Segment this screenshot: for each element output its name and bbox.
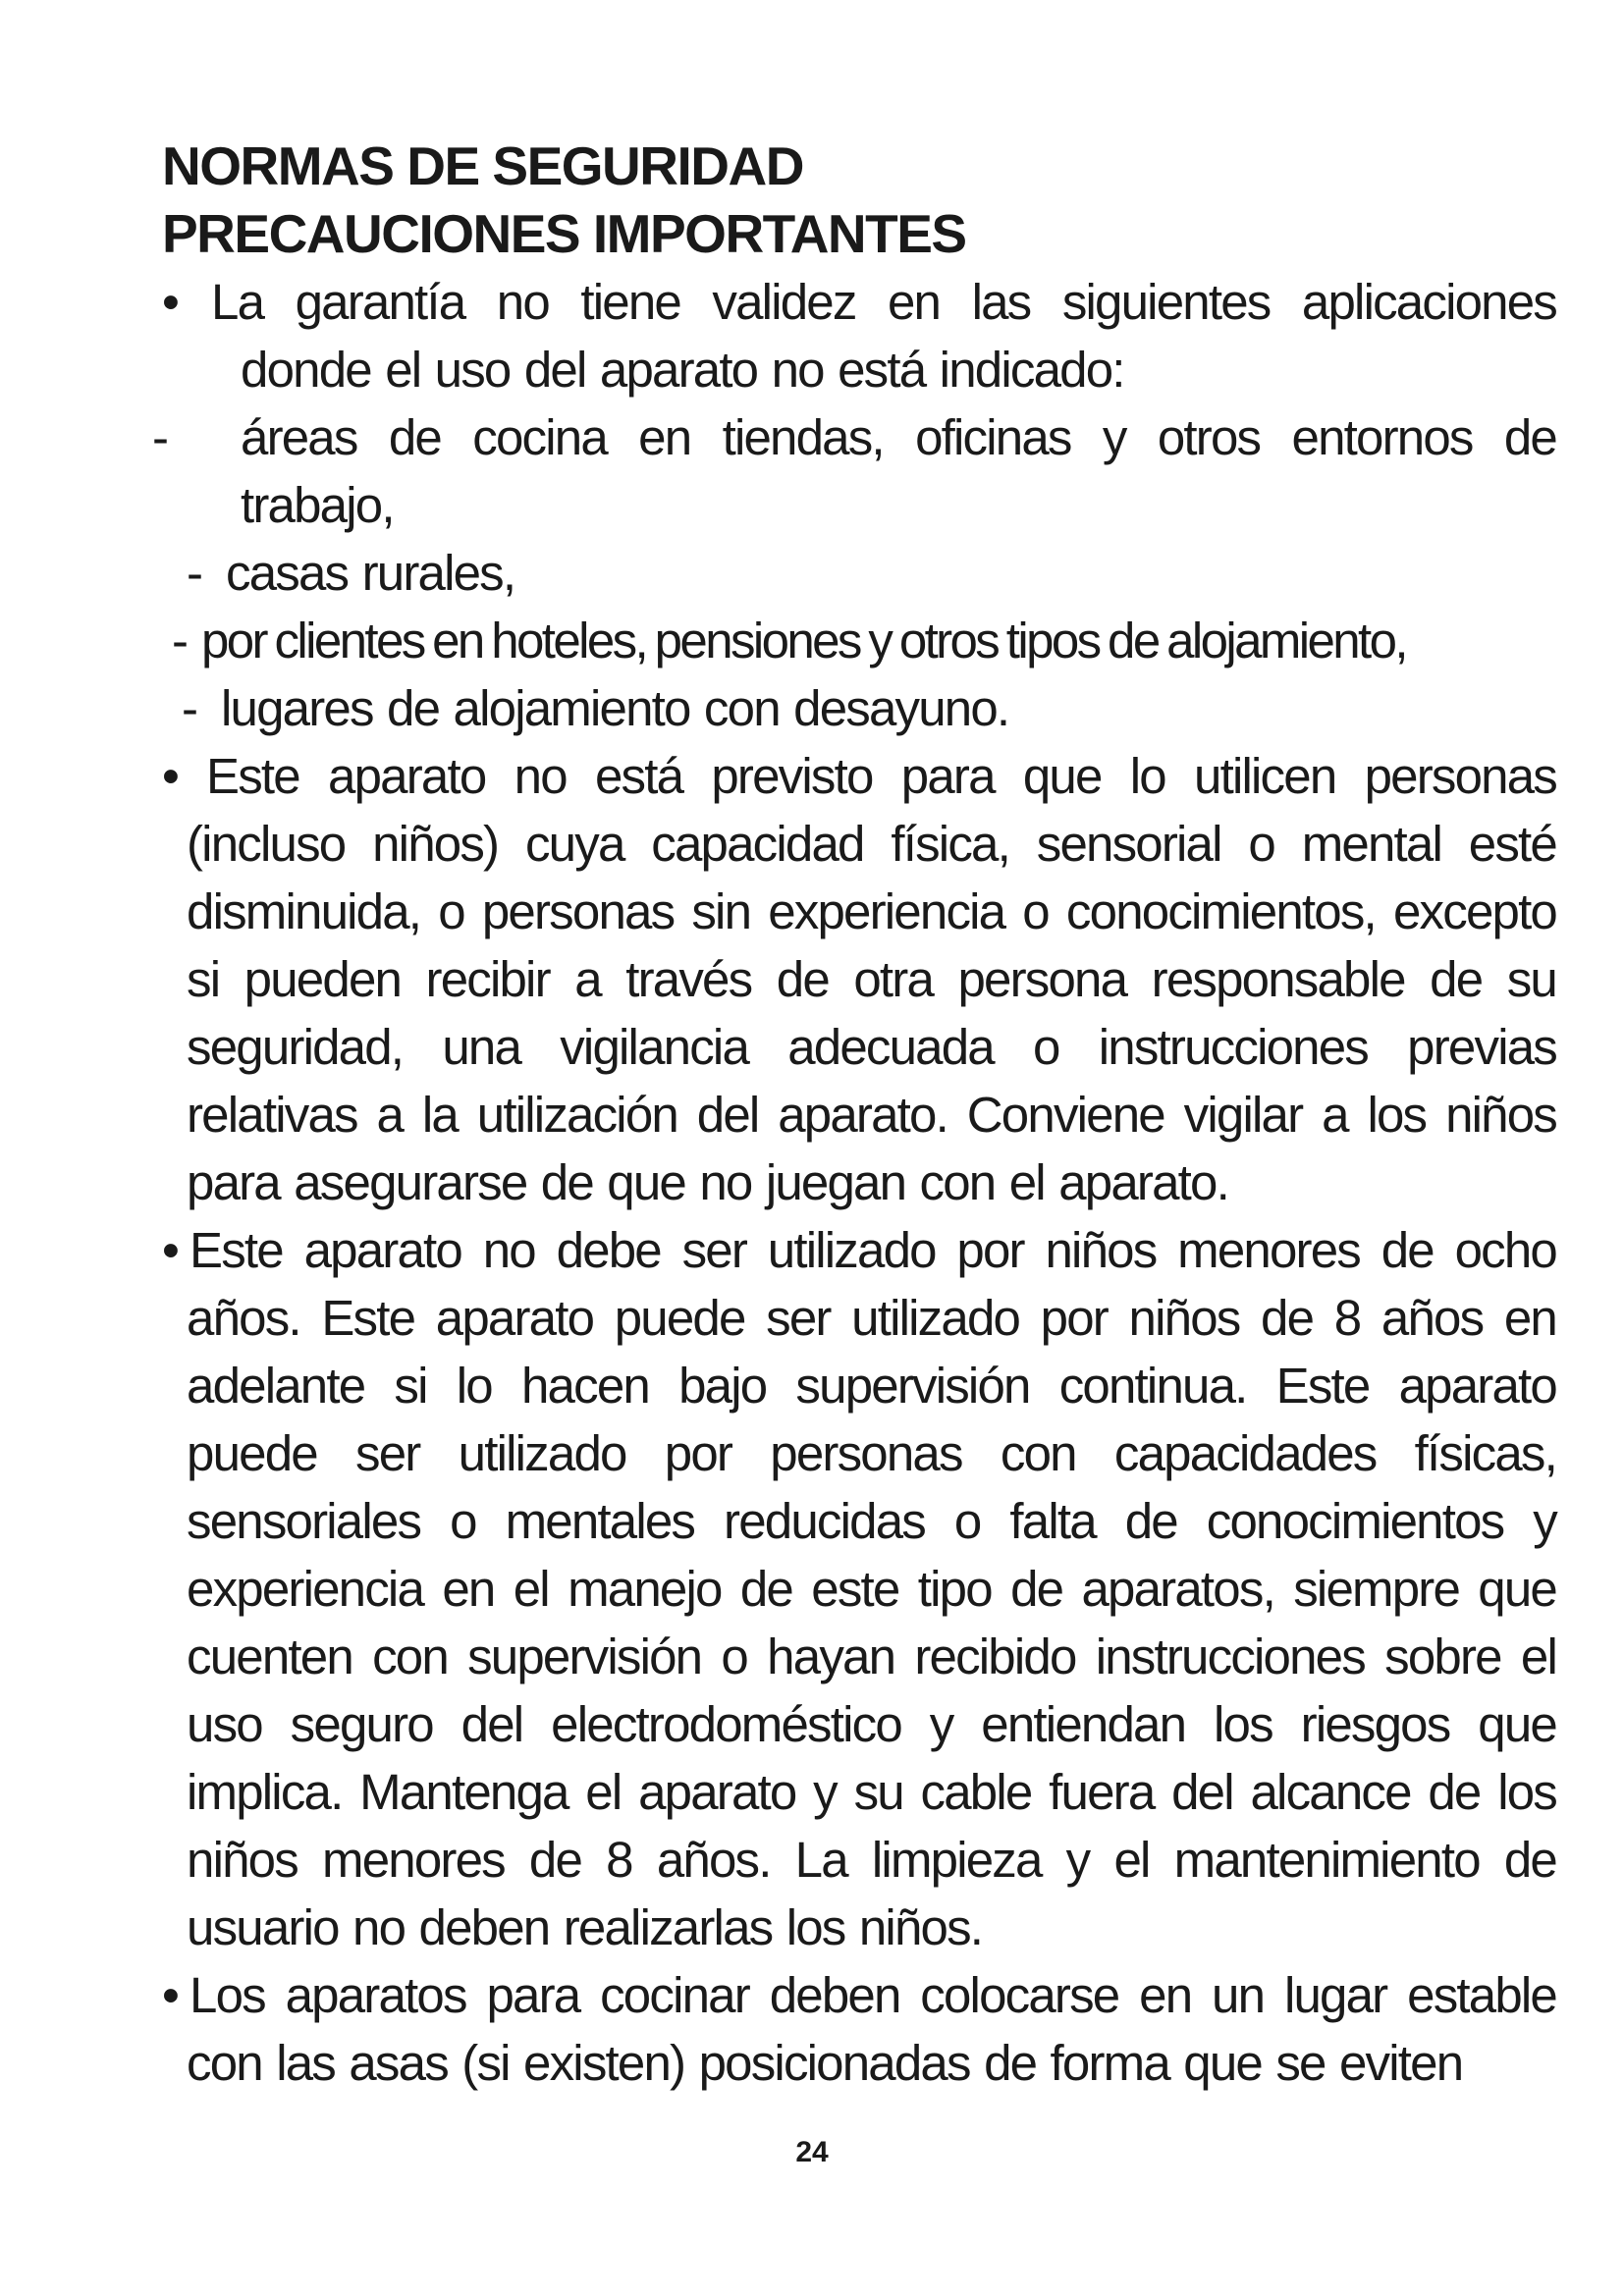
page-number: 24 [795, 2136, 829, 2168]
list-item-text: La garantía no tiene validez en las siguientes aplicaciones donde el uso del aparato no está indicado: [211, 274, 1556, 398]
sub-list-item-text: casas rurales, [226, 545, 515, 601]
section-subtitle: PRECAUCIONES IMPORTANTES [162, 203, 966, 264]
sub-list-item [187, 539, 1556, 607]
list-item-text: Los aparatos para cocinar deben colocarse en un lugar estable con las asas (si existen) posicionadas de forma que se eviten [187, 1967, 1556, 2091]
sub-list-item-text: por clientes en hoteles, pensiones y otros tipos de alojamiento, [201, 613, 1406, 668]
list-item-text: Este aparato no está previsto para que lo utilicen personas (incluso niños) cuya capacidad física, sensorial o mental esté disminuida, o personas sin experiencia o conocimientos, excepto si pueden recibir a través de otra persona responsable de su seguridad, una vigilancia adecuada o instrucciones previas relativas a la utilización del aparato. Conviene vigilar a los niños para asegurarse de que no juegan con el aparato. [187, 748, 1556, 1210]
sub-list-item [182, 674, 1556, 742]
safety-list [152, 268, 1556, 2097]
list-item [162, 742, 1556, 1216]
sub-list-item-text: áreas de cocina en tiendas, oficinas y otros entornos de trabajo, [241, 409, 1556, 533]
bullet-marker: • [162, 274, 179, 330]
dash-marker: - [187, 545, 202, 601]
sub-list-item-text: lugares de alojamiento con desayuno. [221, 680, 1009, 736]
dash-marker: - [172, 613, 188, 668]
bullet-marker: • [162, 1967, 179, 2023]
sub-list-item [152, 403, 1556, 539]
list-item [162, 1216, 1556, 1961]
list-item [162, 1961, 1556, 2097]
bullet-marker: • [162, 748, 179, 804]
dash-marker: - [182, 680, 197, 736]
list-item-text: Este aparato no debe ser utilizado por niños menores de ocho años. Este aparato puede ser utilizado por niños de 8 años en adelante si lo hacen bajo supervisión continua. Este aparato puede ser utilizado por personas con capacidades físicas, sensoriales o mentales reducidas o falta de conocimientos y experiencia en el manejo de este tipo de aparatos, siempre que cuenten con supervisión o hayan recibido instrucciones sobre el uso seguro del electrodoméstico y entiendan los riesgos que implica. Mantenga el aparato y su cable fuera del alcance de los niños menores de 8 años. La limpieza y el mantenimiento de usuario no deben realizarlas los niños. [187, 1222, 1556, 1955]
bullet-marker: • [162, 1222, 179, 1278]
sub-list-item [172, 607, 1556, 674]
list-item [162, 268, 1556, 403]
document-page [152, 133, 1556, 2097]
dash-marker: - [152, 409, 168, 465]
section-title: NORMAS DE SEGURIDAD [162, 135, 803, 196]
